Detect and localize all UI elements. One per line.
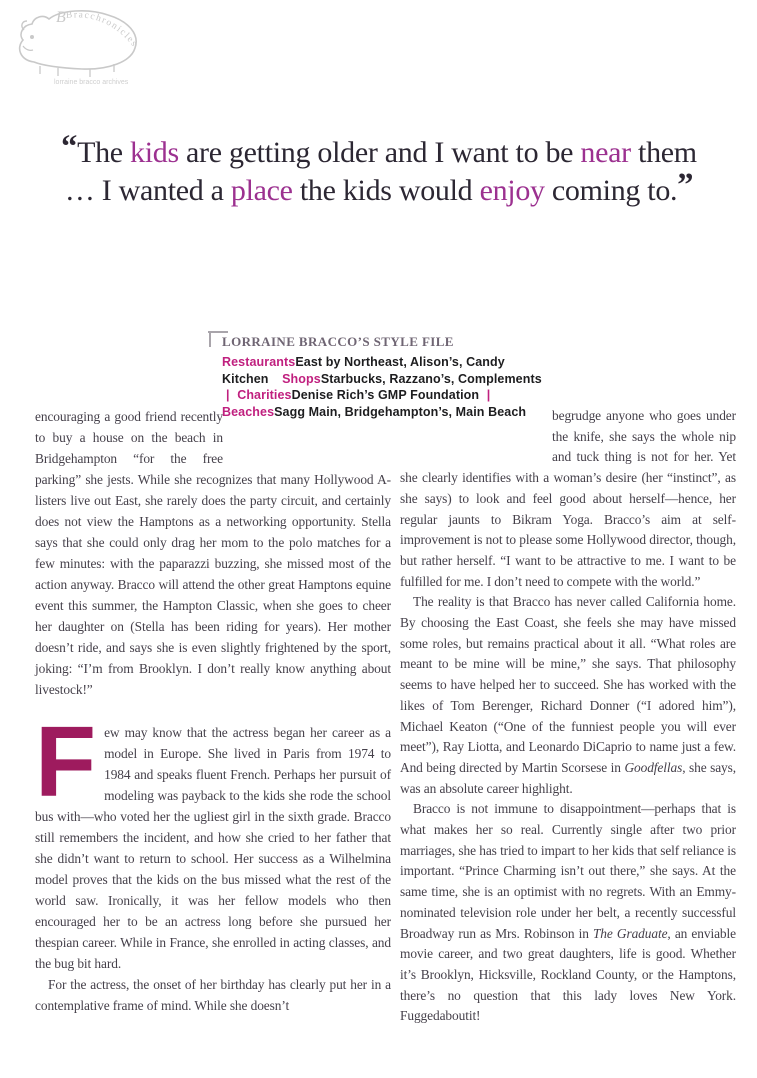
style-file-value-shops: Starbucks, Razzano’s, Complements [320, 371, 542, 386]
pull-quote-line-2 [28, 167, 730, 210]
article-column-left [35, 406, 391, 1016]
body-text: , an enviable movie career, and two great daughters, life is good. Whether it’s Brooklyn, Hicksville, Rockland County, or the Hamptons, there’s no question that this lady loves New York. Fuggedaboutit! [400, 925, 736, 1024]
body-text: encouraging a good friend recently to buy a house on the beach in Bridgehampton “for the free parking” she jests. While she recognizes that many Hollywood A-listers live out East, she rarely does the party circuit, and certainly does not view the Hamptons as a networking opportunity. Stella says that she could only drag her mom to the polo matches for a few minutes: with the paparazzi buzzing, she missed most of the action anyway. Bracco will attend the other great Hamptons equine event this summer, the Hampton Classic, when she goes to cheer her daughter on (Stella has been riding for years). Her mother doesn’t ride, and says she is even slightly frightened by the sport, joking: “I’m from Brooklyn. I don’t really know anything about livestock!” [35, 409, 391, 697]
paragraph-continued [35, 406, 391, 700]
style-file-label-charities: Charities [237, 388, 292, 402]
style-file-label-shops: Shops [282, 371, 321, 386]
style-file-value-restaurants: East by Northeast, Alison’s, Candy Kitchen [222, 355, 505, 386]
brand-curved-text: Bracchronicles [65, 10, 140, 50]
style-file-separator: | [226, 388, 230, 402]
quote-accent-word: kids [130, 136, 179, 169]
body-text: ew may know that the actress began her career as a model in Europe. She lived in Paris from 1974 to 1984 and speaks fluent French. Perhaps her pursuit of modeling was payback to the kids she rode the school bus with—who voted her the ugliest girl in the sixth grade. Bracco still remembers the incident, and how she cried to her father that she didn’t want to return to school. Her success as a Wilhelmina model proves that the kids on the bus missed what the rest of the world saw. Ironically, it was her fellow models who then encouraged her to be an actress long before she pursued her thespian career. While in France, she enrolled in acting classes, and the bug bit hard. [35, 725, 391, 971]
close-quote-mark: ” [677, 167, 694, 203]
style-file-label-beaches: Beaches [222, 404, 275, 419]
pull-quote [28, 129, 730, 210]
brand-subtext: lorraine bracco archives [54, 79, 129, 86]
style-file-label-restaurants: Restaurants [222, 355, 296, 369]
pull-quote-line-1 [28, 129, 730, 172]
body-text: Bracco is not immune to disappointment—perhaps that is what makes her so real. Currently single after two prior marriages, she has tried to impart to her kids that self reliance is important. “Prince Charming isn’t out there,” she says. At the same time, she is an optimist with no regrets. With an Emmy-nominated television role under her belt, a recently successful Broadway run as Mrs. Robinson in [400, 801, 736, 941]
style-file-separator: | [486, 388, 491, 402]
paragraph-dropcap [35, 706, 391, 974]
quote-text: are getting older and I want to be [178, 136, 581, 169]
quote-accent-word: place [230, 174, 293, 207]
quote-text: … I wanted a [64, 174, 231, 207]
paragraph [400, 799, 736, 1027]
style-file-value-beaches: Sagg Main, Bridgehampton’s, Main Beach [274, 404, 527, 419]
drop-cap: F [35, 706, 95, 818]
quote-accent-word: enjoy [479, 174, 545, 207]
body-text: For the actress, the onset of her birthday has clearly put her in a contemplative frame of mind. While she doesn’t [35, 977, 391, 1013]
paragraph [35, 974, 391, 1016]
text-wrap-spacer [400, 406, 552, 468]
body-text: begrudge anyone who goes under the knife, she says the whole nip and tuck thing is not for her. Yet she clearly identifies with a woman’s desire (her “instinct”, as she says) to look and feel good about herself—hence, her regular jaunts to Bikram Yoga. Bracco’s aim at self-improvement is not to please some Hollywood director, though, but rather herself. “I want to be attractive to me. I want to be fulfilled for me. I don’t need to compete with the world.” [400, 408, 736, 589]
body-text: The reality is that Bracco has never called California home. By choosing the East Coast, she feels she may have missed some roles, but remains practical about it all. “What roles are meant to be mine will be mine,” she says. That philosophy seems to have helped her to succeed. She has worked with the likes of Tom Berenger, Richard Donner (“I adored him”), Michael Keaton (“One of the funniest people you will ever meet”), Ray Liotta, and Leonardo DiCaprio to name just a few. And being directed by Martin Scorsese in [400, 594, 736, 775]
paragraph-continued [400, 406, 736, 592]
corner-crop-mark-icon [208, 331, 228, 349]
play-title-italic: The Graduate [592, 925, 668, 941]
style-file-value-charities: Denise Rich’s GMP Foundation [291, 388, 480, 402]
quote-accent-word: near [580, 136, 631, 169]
quote-text: coming to. [544, 174, 678, 207]
svg-text:Bracchronicles [66, 10, 140, 49]
quote-text: The [77, 136, 131, 169]
quote-text: the kids would [292, 174, 480, 207]
style-file-header: LORRAINE BRACCO’S STYLE FILE [222, 334, 454, 349]
text-wrap-spacer [223, 406, 391, 469]
body-text: , she says, was an absolute career highlight. [400, 759, 737, 796]
archive-logo [10, 4, 160, 88]
paragraph [400, 592, 736, 799]
article-column-right [400, 406, 736, 1027]
sheep-sketch-icon [10, 4, 160, 88]
brand-initial: B [56, 9, 66, 26]
open-quote-mark: “ [61, 129, 78, 165]
quote-text: them [630, 136, 697, 169]
movie-title-italic: Goodfellas [624, 759, 683, 775]
